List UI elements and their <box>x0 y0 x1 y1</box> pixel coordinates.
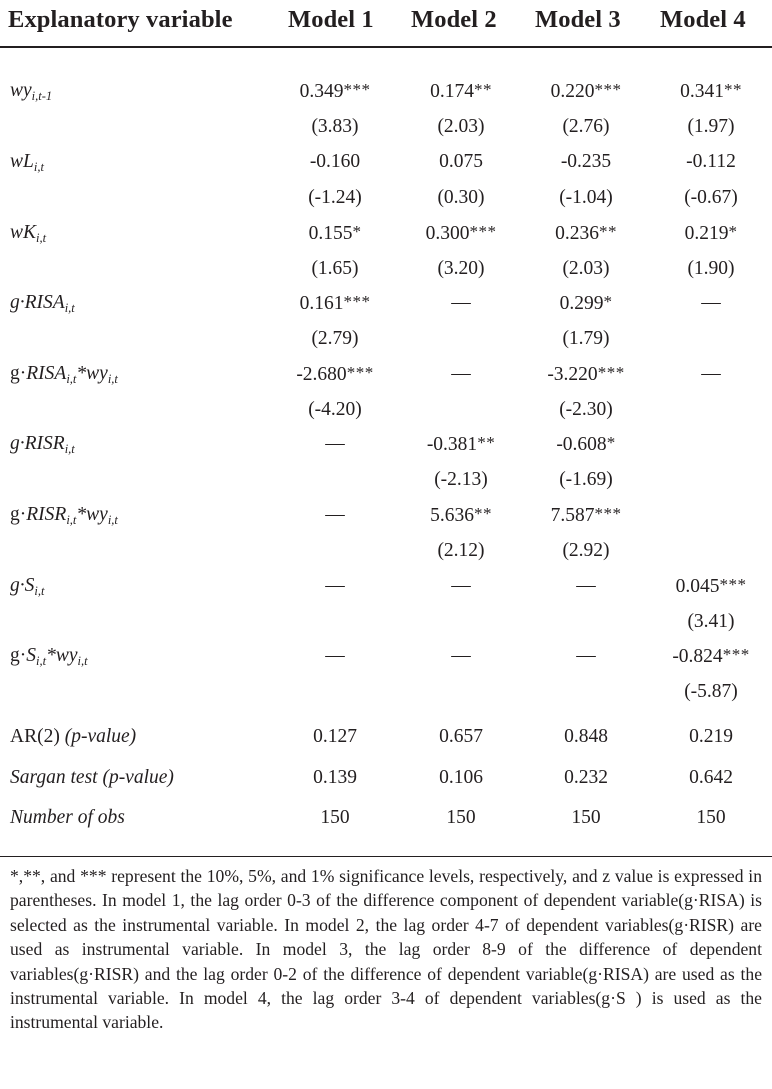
coef-cell <box>396 151 526 173</box>
stats-label-main: Sargan test (p-value) <box>10 767 174 788</box>
coef-value: 0.236 <box>555 223 599 244</box>
row-label <box>10 645 88 667</box>
coef-value: -2.680 <box>296 364 347 385</box>
coef-value: -0.235 <box>560 151 612 172</box>
z-value-cell: (2.03) <box>562 258 610 279</box>
label-subscript: i,t <box>66 372 77 386</box>
coef-cell <box>270 151 400 173</box>
coef-value: 0.349 <box>299 81 344 102</box>
significance-stars: *** <box>722 645 750 664</box>
row-label <box>10 433 75 455</box>
coef-value: 0.219 <box>684 223 729 244</box>
coef-cell <box>270 363 400 386</box>
header-model-3: Model 3 <box>535 6 621 33</box>
coef-cell <box>396 80 526 103</box>
z-value-cell: (-0.67) <box>684 187 738 208</box>
stats-value: 150 <box>696 807 726 828</box>
coef-cell <box>521 433 651 456</box>
coef-cell <box>396 504 526 527</box>
coef-value: — <box>701 363 721 384</box>
significance-stars: ** <box>598 222 617 241</box>
row-label <box>10 363 118 385</box>
coef-cell <box>646 80 772 103</box>
table-header-row <box>0 0 772 44</box>
label-subscript: i,t <box>36 231 47 245</box>
header-model-4: Model 4 <box>660 6 746 33</box>
stats-value: 150 <box>320 807 350 828</box>
header-explanatory-variable: Explanatory variable <box>8 6 233 33</box>
coef-value: — <box>451 575 471 596</box>
row-label <box>10 575 44 597</box>
label-subscript: i,t <box>64 442 75 456</box>
coef-value: 0.220 <box>550 81 595 102</box>
label-prefix: g· <box>10 433 25 454</box>
coef-value: -0.608 <box>556 434 607 455</box>
coef-cell <box>521 292 651 315</box>
label-suffix-subscript: i,t <box>77 654 88 668</box>
coef-cell <box>646 575 772 598</box>
label-suffix: *wy <box>46 645 78 666</box>
label-suffix: *wy <box>76 363 108 384</box>
label-main: RISR <box>26 504 67 525</box>
z-value-cell: (1.90) <box>687 258 735 279</box>
coef-cell <box>646 222 772 245</box>
coef-cell <box>521 80 651 103</box>
coef-cell <box>396 292 526 314</box>
coef-value: 5.636 <box>430 505 474 526</box>
significance-stars: *** <box>343 292 371 311</box>
coef-value: 7.587 <box>550 505 595 526</box>
z-value-cell: (-5.87) <box>684 681 738 702</box>
stats-label-main: Number of obs <box>10 807 125 828</box>
z-value-cell: (0.30) <box>437 187 485 208</box>
stats-label <box>10 767 174 789</box>
significance-stars: *** <box>719 575 747 594</box>
stats-value: 0.139 <box>313 767 357 788</box>
z-value-cell: (-2.13) <box>434 469 488 490</box>
z-value-cell: (2.03) <box>437 116 485 137</box>
z-value-cell: (1.97) <box>687 116 735 137</box>
coef-value: 0.155 <box>308 223 353 244</box>
row-label <box>10 222 46 244</box>
z-value-cell: (2.76) <box>562 116 610 137</box>
coef-cell <box>396 363 526 385</box>
coef-cell <box>521 222 651 245</box>
z-value-cell: (2.79) <box>311 328 359 349</box>
coef-cell <box>521 504 651 527</box>
coef-cell <box>270 504 400 526</box>
stats-value: 150 <box>571 807 601 828</box>
coef-value: -0.160 <box>309 151 361 172</box>
significance-stars: *** <box>597 363 625 382</box>
label-main: RISA <box>26 363 67 384</box>
coef-cell <box>270 433 400 455</box>
coef-cell <box>270 575 400 597</box>
stats-value: 0.657 <box>439 726 483 747</box>
coef-cell <box>521 575 651 597</box>
coef-cell <box>396 222 526 245</box>
significance-stars: * <box>603 292 613 311</box>
significance-stars: ** <box>477 433 496 452</box>
label-main: RISA <box>24 292 65 313</box>
stats-label-main: AR(2) <box>10 726 65 747</box>
coef-value: -0.824 <box>672 646 723 667</box>
label-main: wK <box>10 222 37 243</box>
z-value-cell: (2.92) <box>562 540 610 561</box>
coef-cell <box>646 645 772 668</box>
label-prefix: g· <box>10 504 27 525</box>
stats-label <box>10 807 125 829</box>
footer-divider <box>0 856 772 857</box>
row-label <box>10 151 44 173</box>
label-subscript: i,t <box>36 654 47 668</box>
coef-value: — <box>576 575 596 596</box>
significance-stars: *** <box>346 363 374 382</box>
coef-cell <box>396 575 526 597</box>
coef-cell <box>521 645 651 667</box>
label-prefix: g· <box>10 645 27 666</box>
coef-value: — <box>325 433 345 454</box>
coef-cell <box>270 292 400 315</box>
label-suffix: *wy <box>76 504 108 525</box>
coef-cell <box>270 645 400 667</box>
coef-value: 0.341 <box>680 81 724 102</box>
header-divider <box>0 46 772 48</box>
label-main: wL <box>10 151 34 172</box>
coef-cell <box>396 645 526 667</box>
z-value-cell: (-2.30) <box>559 399 613 420</box>
label-subscript: i,t <box>66 513 77 527</box>
coef-value: -0.381 <box>426 434 478 455</box>
coef-value: 0.299 <box>559 293 604 314</box>
coef-value: 0.045 <box>675 576 720 597</box>
coef-cell <box>646 292 772 314</box>
header-model-1: Model 1 <box>288 6 374 33</box>
z-value-cell: (3.41) <box>687 611 735 632</box>
label-suffix-subscript: i,t <box>107 372 118 386</box>
coef-value: — <box>325 504 345 525</box>
significance-stars: ** <box>473 80 492 99</box>
z-value-cell: (1.65) <box>311 258 359 279</box>
z-value-cell: (1.79) <box>562 328 610 349</box>
coef-value: — <box>451 645 471 666</box>
z-value-cell: (-4.20) <box>308 399 362 420</box>
coef-cell <box>646 151 772 173</box>
header-model-2: Model 2 <box>411 6 497 33</box>
stats-value: 0.232 <box>564 767 608 788</box>
significance-stars: * <box>606 433 616 452</box>
coef-value: — <box>451 363 471 384</box>
coef-value: — <box>576 645 596 666</box>
z-value-cell: (3.83) <box>311 116 359 137</box>
row-label <box>10 504 118 526</box>
label-suffix-subscript: i,t <box>107 513 118 527</box>
significance-stars: * <box>728 222 738 241</box>
label-prefix: g· <box>10 363 27 384</box>
coef-value: — <box>325 645 345 666</box>
coef-cell <box>521 151 651 173</box>
z-value-cell: (-1.24) <box>308 187 362 208</box>
coef-value: — <box>325 575 345 596</box>
stats-value: 0.219 <box>689 726 733 747</box>
table-footnote: *,**, and *** represent the 10%, 5%, and 1% significance levels, respectively, and z value is expressed in parentheses. In model 1, the lag order 0-3 of the difference component of dependent variable(g·RISA) is selected as the instrumental variable. In model 2, the lag order 4-7 of dependent variables(g·RISR) are used as instrumental variable. In model 3, the lag order 8-9 of the difference of dependent variables(g·RISR) and the lag order 0-2 of the difference of dependent variable(g·RISA) are used as the instrumental variable. In model 4, the lag order 3-4 of dependent variables(g·S ) is used as the instrumental variable. <box>10 866 762 1033</box>
significance-stars: ** <box>723 80 742 99</box>
coef-value: 0.300 <box>425 223 470 244</box>
z-value-cell: (-1.04) <box>559 187 613 208</box>
stats-value: 150 <box>446 807 476 828</box>
significance-stars: *** <box>343 80 371 99</box>
z-value-cell: (-1.69) <box>559 469 613 490</box>
row-label <box>10 292 75 314</box>
stats-value: 0.642 <box>689 767 733 788</box>
stats-value: 0.106 <box>439 767 483 788</box>
label-main: wy <box>10 80 32 101</box>
z-value-cell: (2.12) <box>437 540 485 561</box>
z-value-cell: (3.20) <box>437 258 485 279</box>
significance-stars: *** <box>594 80 622 99</box>
coef-cell <box>521 363 651 386</box>
label-subscript: i,t <box>34 584 45 598</box>
coef-cell <box>270 222 400 245</box>
stats-value: 0.848 <box>564 726 608 747</box>
coef-value: — <box>701 292 721 313</box>
coef-value: 0.161 <box>299 293 344 314</box>
label-prefix: g· <box>10 292 25 313</box>
row-label <box>10 80 52 102</box>
coef-value: -3.220 <box>547 364 598 385</box>
coef-value: -0.112 <box>686 151 736 172</box>
stats-value: 0.127 <box>313 726 357 747</box>
significance-stars: * <box>352 222 362 241</box>
coef-value: 0.174 <box>430 81 474 102</box>
label-main: S <box>24 575 35 596</box>
coef-value: 0.075 <box>439 151 483 172</box>
stats-label <box>10 726 136 748</box>
significance-stars: ** <box>473 504 492 523</box>
label-subscript: i,t <box>33 160 44 174</box>
label-main: RISR <box>24 433 65 454</box>
label-main: S <box>26 645 36 666</box>
coef-cell <box>270 80 400 103</box>
coef-cell <box>396 433 526 456</box>
significance-stars: *** <box>469 222 497 241</box>
significance-stars: *** <box>594 504 622 523</box>
stats-label-italic: (p-value) <box>64 726 137 747</box>
label-subscript: i,t-1 <box>31 89 53 103</box>
label-prefix: g· <box>10 575 25 596</box>
label-subscript: i,t <box>64 301 75 315</box>
coef-value: — <box>451 292 471 313</box>
coef-cell <box>646 363 772 385</box>
